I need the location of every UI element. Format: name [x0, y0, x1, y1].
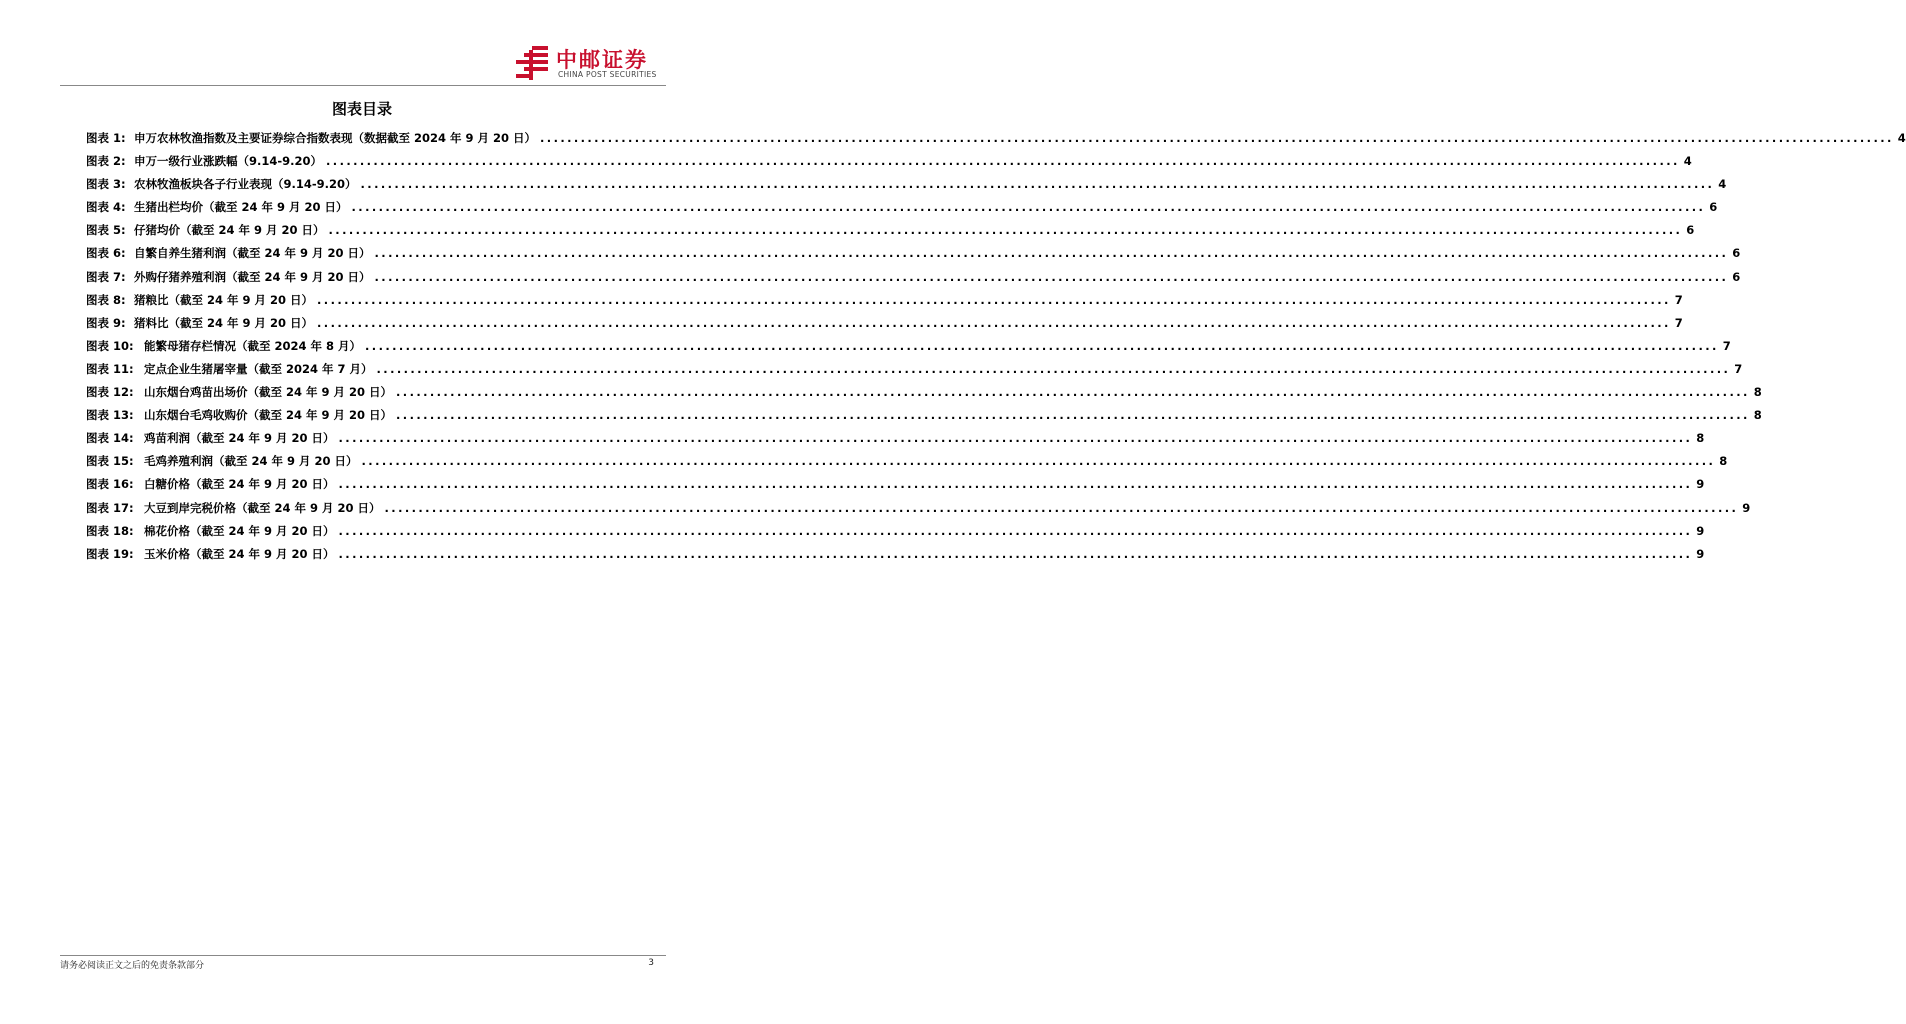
toc-leader-dots: ........................................................................................................................................................................................................	[317, 315, 1671, 330]
toc-entry-page: 7	[1722, 338, 1731, 353]
toc-leader-dots: ........................................................................................................................................................................................................	[338, 546, 1693, 561]
toc-entry-page: 4	[1683, 154, 1692, 169]
toc-entry-text: 山东烟台毛鸡收购价（截至 24 年 9 月 20 日）	[144, 408, 393, 423]
toc-entry-text: 鸡苗利润（截至 24 年 9 月 20 日）	[144, 431, 335, 446]
toc-entry-page: 7	[1734, 361, 1743, 376]
toc-entry-text: 猪料比（截至 24 年 9 月 20 日）	[134, 315, 314, 330]
toc-leader-dots: ........................................................................................................................................................................................................	[338, 477, 1693, 492]
toc-entry-page: 7	[1674, 292, 1683, 307]
toc-entry-label: 图表 6:	[86, 246, 126, 261]
brand-name-en: CHINA POST SECURITIES	[558, 70, 657, 79]
header-divider	[60, 85, 666, 86]
toc-entry[interactable]	[86, 361, 1743, 384]
toc-leader-dots: ........................................................................................................................................................................................................	[374, 246, 1729, 261]
toc-entry-page: 4	[1897, 131, 1906, 145]
toc-entry-page: 6	[1732, 246, 1741, 261]
toc-entry-text: 能繁母猪存栏情况（截至 2024 年 8 月）	[144, 338, 362, 353]
toc-entry[interactable]	[86, 407, 1762, 430]
toc-entry[interactable]	[86, 476, 1705, 499]
toc-entry-label: 图表 5:	[86, 223, 126, 238]
toc-entry-page: 7	[1674, 315, 1683, 330]
toc-entry[interactable]	[86, 315, 1683, 338]
toc-entry-label: 图表 19:	[86, 546, 134, 561]
toc-entry-text: 生猪出栏均价（截至 24 年 9 月 20 日）	[134, 200, 348, 215]
toc-entry-page: 9	[1696, 477, 1705, 492]
toc-entry-page: 8	[1753, 385, 1762, 400]
toc-entry[interactable]	[86, 245, 1741, 268]
toc-leader-dots: ........................................................................................................................................................................................................	[328, 223, 1683, 238]
toc-entry-label: 图表 7:	[86, 269, 126, 284]
toc-entry-label: 图表 13:	[86, 408, 134, 423]
toc-entry-text: 自繁自养生猪利润（截至 24 年 9 月 20 日）	[134, 246, 371, 261]
footer-disclaimer: 请务必阅读正文之后的免责条款部分	[60, 961, 205, 971]
toc-list	[86, 130, 1906, 569]
toc-entry[interactable]	[86, 430, 1705, 453]
toc-entry-text: 农林牧渔板块各子行业表现（9.14-9.20）	[134, 177, 357, 192]
toc-entry-label: 图表 15:	[86, 454, 134, 469]
toc-leader-dots: ........................................................................................................................................................................................................	[338, 431, 1693, 446]
toc-entry[interactable]	[86, 500, 1751, 523]
toc-entry-page: 9	[1696, 546, 1705, 561]
toc-leader-dots: ........................................................................................................................................................................................................	[396, 408, 1750, 423]
page-number: 3	[648, 958, 654, 968]
toc-leader-dots: ........................................................................................................................................................................................................	[376, 361, 1731, 376]
toc-leader-dots: ........................................................................................................................................................................................................	[384, 500, 1739, 515]
toc-entry-page: 8	[1719, 454, 1728, 469]
toc-entry-page: 6	[1709, 200, 1718, 215]
toc-leader-dots: ........................................................................................................................................................................................................	[540, 131, 1894, 145]
toc-entry[interactable]	[86, 338, 1731, 361]
toc-entry-label: 图表 11:	[86, 361, 134, 376]
toc-entry-label: 图表 17:	[86, 500, 134, 515]
toc-entry-text: 申万一级行业涨跌幅（9.14-9.20）	[134, 154, 323, 169]
toc-leader-dots: ........................................................................................................................................................................................................	[361, 454, 1716, 469]
toc-entry-label: 图表 3:	[86, 177, 126, 192]
toc-entry-text: 定点企业生猪屠宰量（截至 2024 年 7 月）	[144, 361, 373, 376]
toc-entry-text: 毛鸡养殖利润（截至 24 年 9 月 20 日）	[144, 454, 358, 469]
toc-entry-text: 白糖价格（截至 24 年 9 月 20 日）	[144, 477, 335, 492]
toc-entry-text: 外购仔猪养殖利润（截至 24 年 9 月 20 日）	[134, 269, 371, 284]
toc-leader-dots: ........................................................................................................................................................................................................	[374, 269, 1729, 284]
toc-leader-dots: ........................................................................................................................................................................................................	[365, 338, 1719, 353]
toc-entry-text: 玉米价格（截至 24 年 9 月 20 日）	[144, 546, 335, 561]
toc-entry[interactable]	[86, 523, 1705, 546]
toc-entry-label: 图表 2:	[86, 154, 126, 169]
toc-entry[interactable]	[86, 130, 1906, 153]
toc-entry-page: 6	[1732, 269, 1741, 284]
toc-entry[interactable]	[86, 222, 1695, 245]
toc-entry-page: 6	[1686, 223, 1695, 238]
toc-entry-page: 4	[1718, 177, 1727, 192]
toc-entry-page: 8	[1753, 408, 1762, 423]
toc-entry[interactable]	[86, 153, 1692, 176]
toc-entry-text: 山东烟台鸡苗出场价（截至 24 年 9 月 20 日）	[144, 385, 393, 400]
toc-entry-label: 图表 4:	[86, 200, 126, 215]
toc-entry-text: 仔猪均价（截至 24 年 9 月 20 日）	[134, 223, 325, 238]
toc-entry-text: 棉花价格（截至 24 年 9 月 20 日）	[144, 523, 335, 538]
china-post-logo-icon	[512, 44, 552, 84]
brand-name-cn: 中邮证券	[556, 48, 648, 72]
toc-entry-label: 图表 14:	[86, 431, 134, 446]
toc-title: 图表目录	[331, 100, 392, 118]
toc-entry-label: 图表 16:	[86, 477, 134, 492]
toc-entry[interactable]	[86, 292, 1683, 315]
toc-entry-text: 大豆到岸完税价格（截至 24 年 9 月 20 日）	[144, 500, 381, 515]
toc-entry-label: 图表 9:	[86, 315, 126, 330]
toc-entry[interactable]	[86, 384, 1762, 407]
toc-entry-text: 猪粮比（截至 24 年 9 月 20 日）	[134, 292, 314, 307]
toc-entry[interactable]	[86, 546, 1705, 569]
brand-logo	[512, 44, 672, 84]
toc-entry-label: 图表 1:	[86, 131, 126, 145]
toc-entry-page: 9	[1742, 500, 1751, 515]
toc-entry[interactable]	[86, 269, 1741, 292]
toc-entry-page: 8	[1696, 431, 1705, 446]
footer-divider	[60, 955, 666, 956]
toc-entry-page: 9	[1696, 523, 1705, 538]
toc-entry-label: 图表 18:	[86, 523, 134, 538]
toc-leader-dots: ........................................................................................................................................................................................................	[396, 385, 1750, 400]
toc-entry[interactable]	[86, 453, 1728, 476]
toc-entry-text: 申万农林牧渔指数及主要证券综合指数表现（数据截至 2024 年 9 月 20 日）	[134, 131, 537, 145]
toc-leader-dots: ........................................................................................................................................................................................................	[360, 177, 1715, 192]
toc-entry-label: 图表 10:	[86, 338, 134, 353]
toc-leader-dots: ........................................................................................................................................................................................................	[326, 154, 1680, 169]
toc-leader-dots: ........................................................................................................................................................................................................	[317, 292, 1671, 307]
toc-entry[interactable]	[86, 199, 1718, 222]
toc-leader-dots: ........................................................................................................................................................................................................	[338, 523, 1693, 538]
toc-entry[interactable]	[86, 176, 1727, 199]
toc-entry-label: 图表 12:	[86, 385, 134, 400]
toc-entry-label: 图表 8:	[86, 292, 126, 307]
toc-leader-dots: ........................................................................................................................................................................................................	[351, 200, 1706, 215]
